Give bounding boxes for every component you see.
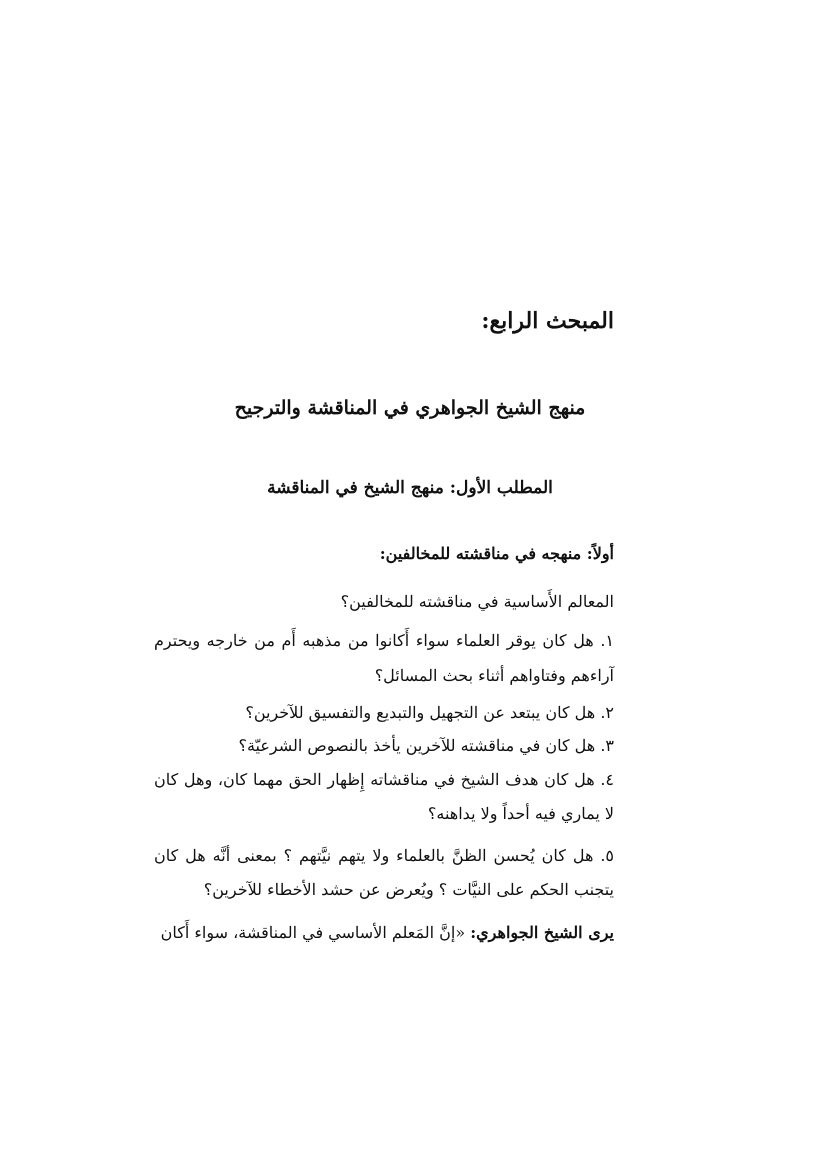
intro-question: المعالم الأَساسية في مناقشته للمخالفين؟ (340, 592, 614, 611)
document-subtitle: المطلب الأول: منهج الشيخ في المناقشة (267, 478, 553, 498)
document-title: منهج الشيخ الجواهري في المناقشة والترجيح (234, 397, 586, 419)
item-5-line-2: يتجنب الحكم على النيَّات ؟ ويُعرض عن حشد الأخطاء للآخرين؟ (203, 880, 614, 899)
closing-text: «إنَّ المَعلم الأساسي في المناقشة، سواء أَكان (160, 923, 471, 942)
item-2: ٢. هل كان يبتعد عن التجهيل والتبديع والتفسيق للآخرين؟ (245, 703, 614, 722)
item-3: ٣. هل كان في مناقشته للآخرين يأخذ بالنصوص الشرعيّة؟ (238, 736, 614, 755)
item-1-line-1: ١. هل كان يوقر العلماء سواء أَكانوا من مذهبه أَم من خارجه ويحترم (154, 631, 614, 650)
item-4-line-1: ٤. هل كان هدف الشيخ في مناقشاته إِظهار الحق مهما كان، وهل كان (154, 770, 614, 789)
closing-lead: يرى الشيخ الجواهري: (470, 923, 614, 942)
section-heading: أولاً: منهجه في مناقشته للمخالفين: (379, 544, 614, 563)
closing-paragraph (154, 925, 614, 941)
item-1-line-2: آراءهم وفتاواهم أثناء بحث المسائل؟ (374, 666, 614, 685)
item-5-line-1: ٥. هل كان يُحسن الظنَّ بالعلماء ولا يتهم نيَّتهم ؟ بمعنى أنَّه هل كان (154, 846, 614, 865)
item-4-line-2: لا يماري فيه أحداً ولا يداهنه؟ (427, 804, 614, 823)
chapter-heading: المبحث الرابع: (481, 308, 614, 334)
